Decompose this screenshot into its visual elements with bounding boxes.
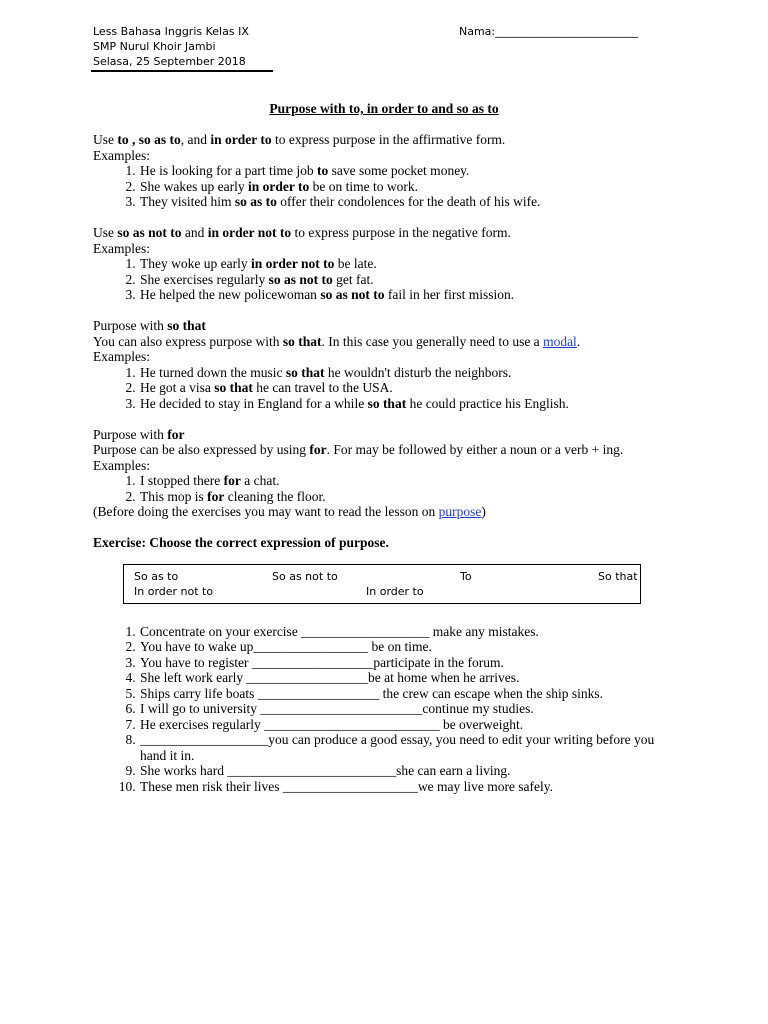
exercise-item: 6. I will go to university ________________________continue my studies. (139, 701, 683, 717)
sec4-intro: Purpose can be also expressed by using for. For may be followed by either a noun or a verb + ing. (93, 442, 624, 457)
sec3-examples-label: Examples: (93, 349, 150, 364)
sec2-examples-label: Examples: (93, 240, 150, 256)
sec3-example-list (93, 365, 683, 412)
sec4-examples-label: Examples: (93, 457, 150, 473)
option-so-as-to: So as to (134, 569, 179, 583)
modal-link[interactable]: modal (543, 333, 577, 349)
sec2-example-list (93, 256, 683, 303)
list-item: 3. He helped the new policewoman so as not to fail in her first mission. (139, 287, 683, 303)
list-item: 1. He turned down the music so that he wouldn't disturb the neighbors. (139, 365, 683, 381)
exercise-item: 9. She works hard _________________________she can earn a living. (139, 763, 683, 779)
option-so-that: So that (598, 569, 638, 583)
list-item: 1. He is looking for a part time job to save some pocket money. (139, 163, 683, 179)
purpose-link[interactable]: purpose (438, 504, 482, 519)
exercise-list (93, 624, 683, 795)
list-item: 1. They woke up early in order not to be late. (139, 256, 683, 272)
exercise-item: 8. ___________________you can produce a good essay, you need to edit your writing before you hand it in. (139, 732, 683, 763)
option-so-as-not-to: So as not to (272, 569, 338, 583)
sec1-examples-label: Examples: (93, 147, 150, 163)
option-in-order-not-to: In order not to (134, 584, 214, 598)
sec2-intro: Use so as not to and in order not to to express purpose in the negative form. (93, 225, 511, 240)
option-in-order-to: In order to (366, 584, 424, 598)
list-item: 3. They visited him so as to offer their condolences for the death of his wife. (139, 194, 683, 210)
sec1-example-list (93, 163, 683, 210)
sec3-heading: Purpose with so that (93, 318, 206, 333)
header-rule (91, 70, 273, 72)
header-info (93, 24, 249, 69)
list-item: 3. He decided to stay in England for a while so that he could practice his English. (139, 396, 683, 412)
option-to: To (460, 569, 472, 583)
sec1-intro: Use to , so as to, and in order to to express purpose in the affirmative form. (93, 132, 506, 147)
exercise-item: 2. You have to wake up_________________ be on time. (139, 639, 683, 655)
page-title: Purpose with to, in order to and so as to (269, 101, 499, 116)
list-item: 2. He got a visa so that he can travel to the USA. (139, 380, 683, 396)
list-item: 2. She exercises regularly so as not to get fat. (139, 272, 683, 288)
exercise-heading: Exercise: Choose the correct expression of purpose. (93, 535, 389, 550)
sec3-intro: You can also express purpose with so that. In this case you generally need to use a modal. (93, 333, 581, 349)
list-item: 2. She wakes up early in order to be on time to work. (139, 179, 683, 195)
list-item: 2. This mop is for cleaning the floor. (139, 489, 683, 505)
sec4-note: (Before doing the exercises you may want to read the lesson on purpose) (93, 504, 486, 519)
sec4-example-list (93, 473, 683, 504)
exercise-item: 5. Ships carry life boats __________________ the crew can escape when the ship sinks. (139, 686, 683, 702)
exercise-item: 10. These men risk their lives ____________________we may live more safely. (139, 779, 683, 795)
exercise-item: 3. You have to register __________________participate in the forum. (139, 655, 683, 671)
list-item: 1. I stopped there for a chat. (139, 473, 683, 489)
exercise-item: 1. Concentrate on your exercise ___________________ make any mistakes. (139, 624, 683, 640)
header-school: SMP Nurul Khoir Jambi (93, 40, 216, 53)
exercise-item: 4. She left work early __________________be at home when he arrives. (139, 670, 683, 686)
exercise-item: 7. He exercises regularly __________________________ be overweight. (139, 717, 683, 733)
lesson-body (93, 132, 683, 794)
header-date: Selasa, 25 September 2018 (93, 55, 246, 68)
header-class: Less Bahasa Inggris Kelas IX (93, 25, 249, 38)
sec4-heading: Purpose with for (93, 426, 185, 442)
name-field: Nama:__________________________ (459, 25, 639, 38)
options-box (123, 564, 641, 604)
